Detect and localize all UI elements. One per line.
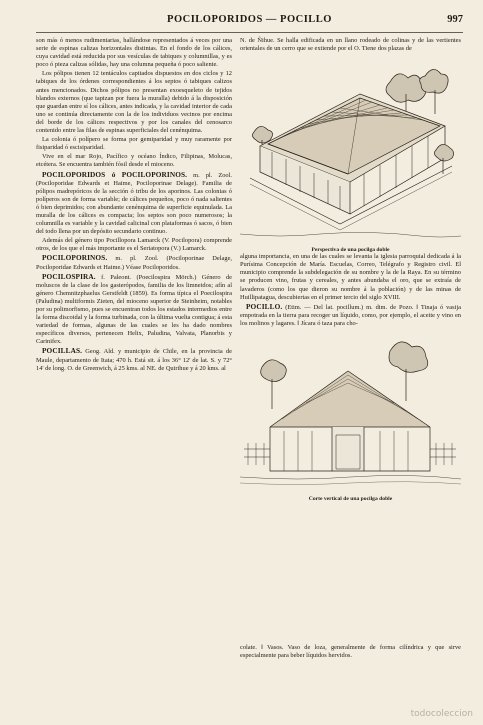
headword: POCILLO. [246,301,283,311]
pigsty-perspective-drawing [240,54,461,242]
entry-body: f. Paleont. (Poecilospira Mörch.) Género de moluscos de la clase de los gasterópodos, familia de los limneidos; afín al género Chemnitzphaelus Gerstfeldt (1859). Es forma típica el Poecilospira (Paludina) multiformis Zieten, del mioceno superior de Steinheim, notables por su polimorfismo, pues se encuentran todos los estados intermedios entre la forma discoidal y la forma turbinada, con la última vuelta contigua; á esta variedad de formas, algunas de las cuales se les ha dado nombres específicos diversos, pertenecen Helix, Paludina, Valvata, Planorbis y Carinifex. [36,273,232,346]
running-title: POCILOPORIDOS — POCILLO [167,14,332,25]
header-rule [36,32,463,33]
entry-pocillo [240,303,461,328]
entry-body: (Etim. — Del lat. pocillum.) m. dim. de Pozo. ‖ Tinaja ó vasija empotrada en la tierra para recoger un líquido, como, por ejemplo, el aceite y vino en los molinos y lagares. ‖ Jícara ó taza para cho- [240,303,461,327]
watermark: todocoleccion [410,709,473,719]
pigsty-perspective-illustration [240,54,461,254]
entry-body: m. pl. Zool. (Pociloporidae Edwards et Haime, Pociloporinae Delage). Familia de pólipos madrepóricos de la sección ó tribu de los aporinos. Las colonias ó políperos son de forma variable; de cálices pequeños, poco ó nada salientes ó bien deprimidos; con abundante cenénquima de superficie equinulada. La muralla de los cálices es compacta; los septos son poco numerosos; la columnilla es variable y la cavidad calicinal con plataformas ó sacos, ó bien del todo llena por un depósito secundario continuo. [36,171,232,236]
headword: POCILOPORINOS. [42,253,108,263]
headword: POCILLAS. [42,346,83,356]
paragraph: alguna importancia, en una de las cuales se levanta la iglesia parroquial dedicada á la Purísima Concepción de María. Escuelas, Correo, Telégrafo y Registro civil. El municipio comprende la subdelegación de su nombre y la de la Raya. En su término se producen vino, frutas y cereales, y antes abundaba el oro, que se extraía de lavaderos (como los que dieron su nombre á la población) y de las minas de Huillipatagua, descubiertas en el primer tercio del siglo XVIII. [240,253,461,301]
paragraph: Además del género tipo Pocillopora Lamarck (V. Pocilopora) comprende otros, de los que el más importante es el Seriatopora (V.) Lamarck. [36,237,232,253]
tree-icon [434,145,453,175]
pigsty-section-illustration [240,331,461,503]
left-column [36,37,232,374]
headword: POCILOPORIDOS ó POCILOPORINOS. [42,169,188,179]
pigsty-section-drawing [240,331,461,491]
page-number: 997 [447,14,463,25]
paragraph: N. de Ñihue. Se halla edificada en un llano rodeado de colinas y de las vertientes orientales de un cerro que se extiende por el O. Tiene dos plazas de [240,37,461,53]
entry-body: m. pl. Zool. (Pociloporinae Delage, Pociloporidae Edwards et Haime.) Véase Pociloporidos. [36,255,232,271]
figure-caption: Perspectiva de una pocilga doble [311,247,390,254]
paragraph: Vive en el mar Rojo, Pacífico y océano Índico, Filipinas, Molucas, etcétera. Se encuentra también fósil desde el mioceno. [36,153,232,169]
tree-icon [389,342,428,401]
running-header [36,14,463,32]
headword: POCILOSPIRA. [42,271,96,281]
entry-pocillas [36,347,232,372]
entry-pocilospira [36,273,232,347]
figure-caption: Corte vertical de una pocilga doble [308,496,393,503]
paragraph: La colonia ó polípero se forma por gemiparidad y muy raramente por fisiparidad ó escisiparidad. [36,136,232,152]
paragraph: colate. ‖ Vasos. Vaso de loza, generalmente de forma cilíndrica y que sirve especialmente para beber líquidos hervidos. [240,644,461,660]
entry-body: Geog. Ald. y municipio de Chile, en la provincia de Maule, departamento de Itata; 470 h. Está sit. á los 36° 12' de lat. S. y 72° 14' de long. O. de Greenwich, á 25 kms. al NE. de Quirihue y á 20 kms. al [36,348,232,372]
paragraph: son más ó menos rudimentarias, hallándose representados á veces por una serie de espinas calizas horizontales distintas. En el fondo de los cálices, cuya cavidad está reducida por sus vesículas de tabiques y columnillas, y es poco ó pieza calizas sólidas, hay una columna pequeña ó poco saliente. [36,37,232,69]
tree-icon [261,360,287,409]
paragraph: Los pólipos tienen 12 tentáculos capitados dispuestos en dos ciclos y 12 tabiques de los órdenes correspondientes á los septos ó tabiques calizos antes mencionados. Dichos pólipos no presentan exoesqueleto de tejidos blandos externos (que tapizan por fuera la muralla) debido á la disposición que guardan entre sí los cálices, antes indicada, y la cavidad interior de cada uno se continúa directamente con la de los individuos vecinos por encima del borde de los cálices respectivos y por los canales del cenosarco contenido entre las filas de espinas superficiales del cenénquima. [36,70,232,135]
entry-pociloporidos [36,171,232,237]
right-column [240,37,461,503]
entry-pociloporinos [36,254,232,271]
